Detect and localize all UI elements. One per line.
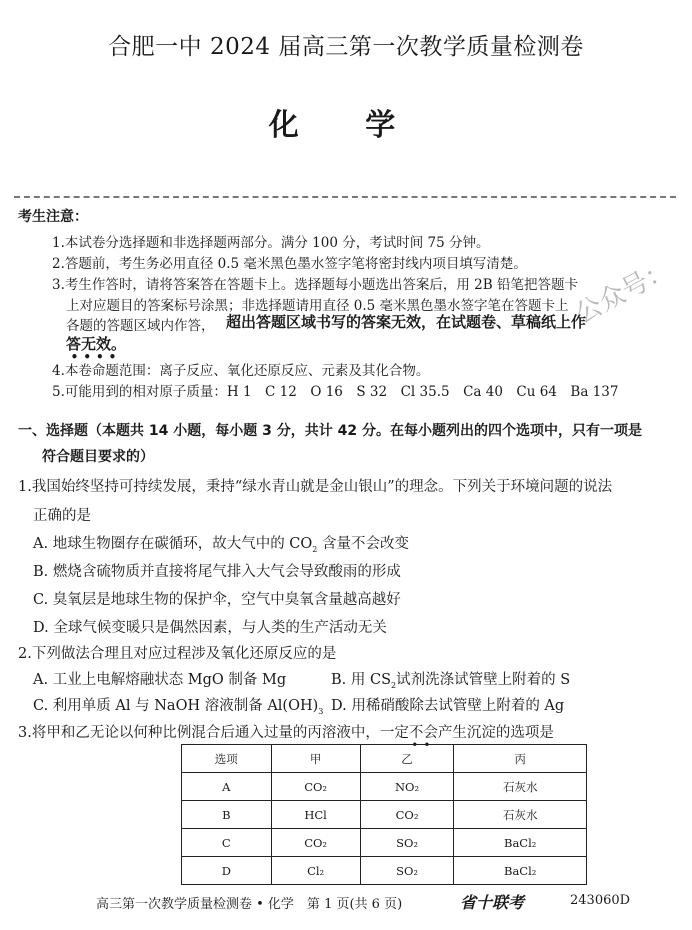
notice-item-3-cont: 上对应题目的答案标号涂黑；非选择题请用直径 0.5 毫米黑色墨水签字笔在答题卡上 [66,298,569,314]
notice-item-3: 3.考生作答时，请将答案答在答题卡上。选择题每小题选出答案后，用 2B 铅笔把答题卡 [52,277,578,293]
table-cell: CO₂ [271,829,360,857]
table-header-row [182,745,587,773]
table-cell: SO₂ [360,857,454,885]
q3-options-table [181,744,587,885]
table-cell: A [182,773,272,801]
notice-heading: 考生注意： [18,209,88,225]
table-cell: CO₂ [360,801,454,829]
table-row [182,857,587,885]
table-cell: SO₂ [360,829,454,857]
table-cell: BaCl₂ [454,857,587,885]
q1-option-a: A. 地球生物圈存在碳循环，故大气中的 $CO_2$ 含量不会改变 [33,536,409,554]
table-row [182,829,587,857]
table-cell: CO₂ [271,773,360,801]
table-cell: Cl₂ [271,857,360,885]
dashed-divider [14,196,676,198]
notice-item-1: 1.本试卷分选择题和非选择题两部分。满分 100 分，考试时间 75 分钟。 [52,235,490,251]
notice-emphasis-cont: 答无效。 •••• [66,335,127,364]
paper-code: 243060D [570,893,631,908]
notice-item-3-cont2: 各题的答题区域内作答， [66,318,215,334]
q1-stem: 1.我国始终坚持可持续发展，秉持“绿水青山就是金山银山”的理念。下列关于环境问题的说法 [18,479,613,495]
subject-title: 化 学 [268,108,424,143]
table-cell: 石灰水 [454,773,587,801]
q2-option-a: A. 工业上电解熔融状态 MgO 制备 Mg [33,672,287,688]
q2-option-b: B. 用 $CS_2$试剂洗涤试管壁上附着的 S [331,672,571,690]
table-header-cell: 选项 [182,745,272,773]
notice-item-4: 4.本卷命题范围：离子反应、氧化还原反应、元素及其化合物。 [52,363,430,379]
page-footer: 高三第一次教学质量检测卷 • 化学 第 1 页(共 6 页) [96,897,403,912]
q1-option-c: C. 臭氧层是地球生物的保护伞，空气中臭氧含量越高越好 [33,592,401,608]
section-heading-cont: 符合题目要求的） [42,449,154,465]
table-row [182,801,587,829]
notice-emphasis: 超出答题区域书写的答案无效，在试题卷、草稿纸上作 [226,313,587,331]
table-header-cell: 甲 [271,745,360,773]
q3-stem: 3.将甲和乙无论以何种比例混合后通入过量的丙溶液中，一定不会 •• 产生沉淀的选项是 [18,721,554,742]
q1-option-d: D. 全球气候变暖只是偶然因素，与人类的生产活动无关 [33,620,387,636]
table-cell: D [182,857,272,885]
q2-option-c: C. 利用单质 Al 与 NaOH 溶液制备 $Al(OH)_3$ [33,698,324,716]
q2-option-d: D. 用稀硝酸除去试管壁上附着的 Ag [331,698,565,714]
brand-logo: 省十联考 [460,893,525,912]
page-title: 合肥一中 2024 届高三第一次教学质量检测卷 [108,34,584,60]
watermark: 公众号： [570,254,677,330]
table-cell: C [182,829,272,857]
q1-option-b: B. 燃烧含硫物质并直接将尾气排入大气会导致酸雨的形成 [33,564,401,580]
notice-item-5: 5.可能用到的相对原子质量：H 1 C 12 O 16 S 32 Cl 35.5 Ca 40 Cu 64 Ba 137 [52,384,619,400]
table-cell: HCl [271,801,360,829]
table-cell: BaCl₂ [454,829,587,857]
table-cell: 石灰水 [454,801,587,829]
table-header-cell: 丙 [454,745,587,773]
q2-stem: 2.下列做法合理且对应过程涉及氧化还原反应的是 [18,646,337,662]
notice-item-2: 2.答题前，考生务必用直径 0.5 毫米黑色墨水签字笔将密封线内项目填写清楚。 [52,256,527,272]
table-cell: NO₂ [360,773,454,801]
table-cell: B [182,801,272,829]
table-row [182,773,587,801]
section-heading: 一、选择题（本题共 14 小题，每小题 3 分，共计 42 分。在每小题列出的四个选项中，只有一项是 [18,423,642,439]
table-header-cell: 乙 [360,745,454,773]
q3-emphasis: 不会 •• [408,725,438,752]
q1-stem-cont: 正确的是 [33,508,91,524]
